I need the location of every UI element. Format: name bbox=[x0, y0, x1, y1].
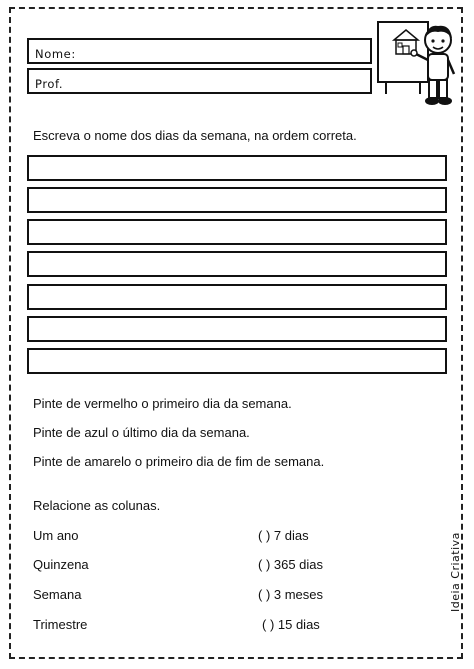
boy-at-board-illustration bbox=[376, 18, 458, 110]
answer-line-3[interactable] bbox=[27, 219, 447, 245]
match-left-item: Quinzena bbox=[33, 557, 89, 572]
name-field[interactable] bbox=[27, 38, 372, 64]
answer-line-1[interactable] bbox=[27, 155, 447, 181]
paint-task-red: Pinte de vermelho o primeiro dia da semana. bbox=[33, 396, 292, 411]
match-left-item: Semana bbox=[33, 587, 82, 602]
answer-line-4[interactable] bbox=[27, 251, 447, 277]
answer-line-7[interactable] bbox=[27, 348, 447, 374]
answer-line-5[interactable] bbox=[27, 284, 447, 310]
match-right-item[interactable]: ( ) 365 dias bbox=[258, 557, 324, 572]
paint-task-yellow: Pinte de amarelo o primeiro dia de fim de semana. bbox=[33, 454, 325, 469]
teacher-field[interactable] bbox=[27, 68, 372, 94]
match-left-item: Trimestre bbox=[33, 617, 88, 632]
match-right-item[interactable]: ( ) 15 dias bbox=[262, 617, 320, 632]
teacher-label: Prof. bbox=[35, 77, 64, 91]
brand-watermark: Ideia Criativa bbox=[449, 532, 462, 612]
name-label: Nome: bbox=[35, 47, 76, 61]
match-right-item[interactable]: ( ) 3 meses bbox=[258, 587, 324, 602]
match-title: Relacione as colunas. bbox=[33, 498, 161, 513]
match-right-item[interactable]: ( ) 7 dias bbox=[258, 528, 309, 543]
answer-line-6[interactable] bbox=[27, 316, 447, 342]
answer-line-2[interactable] bbox=[27, 187, 447, 213]
paint-task-blue: Pinte de azul o último dia da semana. bbox=[33, 425, 250, 440]
write-days-instruction: Escreva o nome dos dias da semana, na ordem correta. bbox=[33, 128, 357, 143]
match-left-item: Um ano bbox=[33, 528, 79, 543]
